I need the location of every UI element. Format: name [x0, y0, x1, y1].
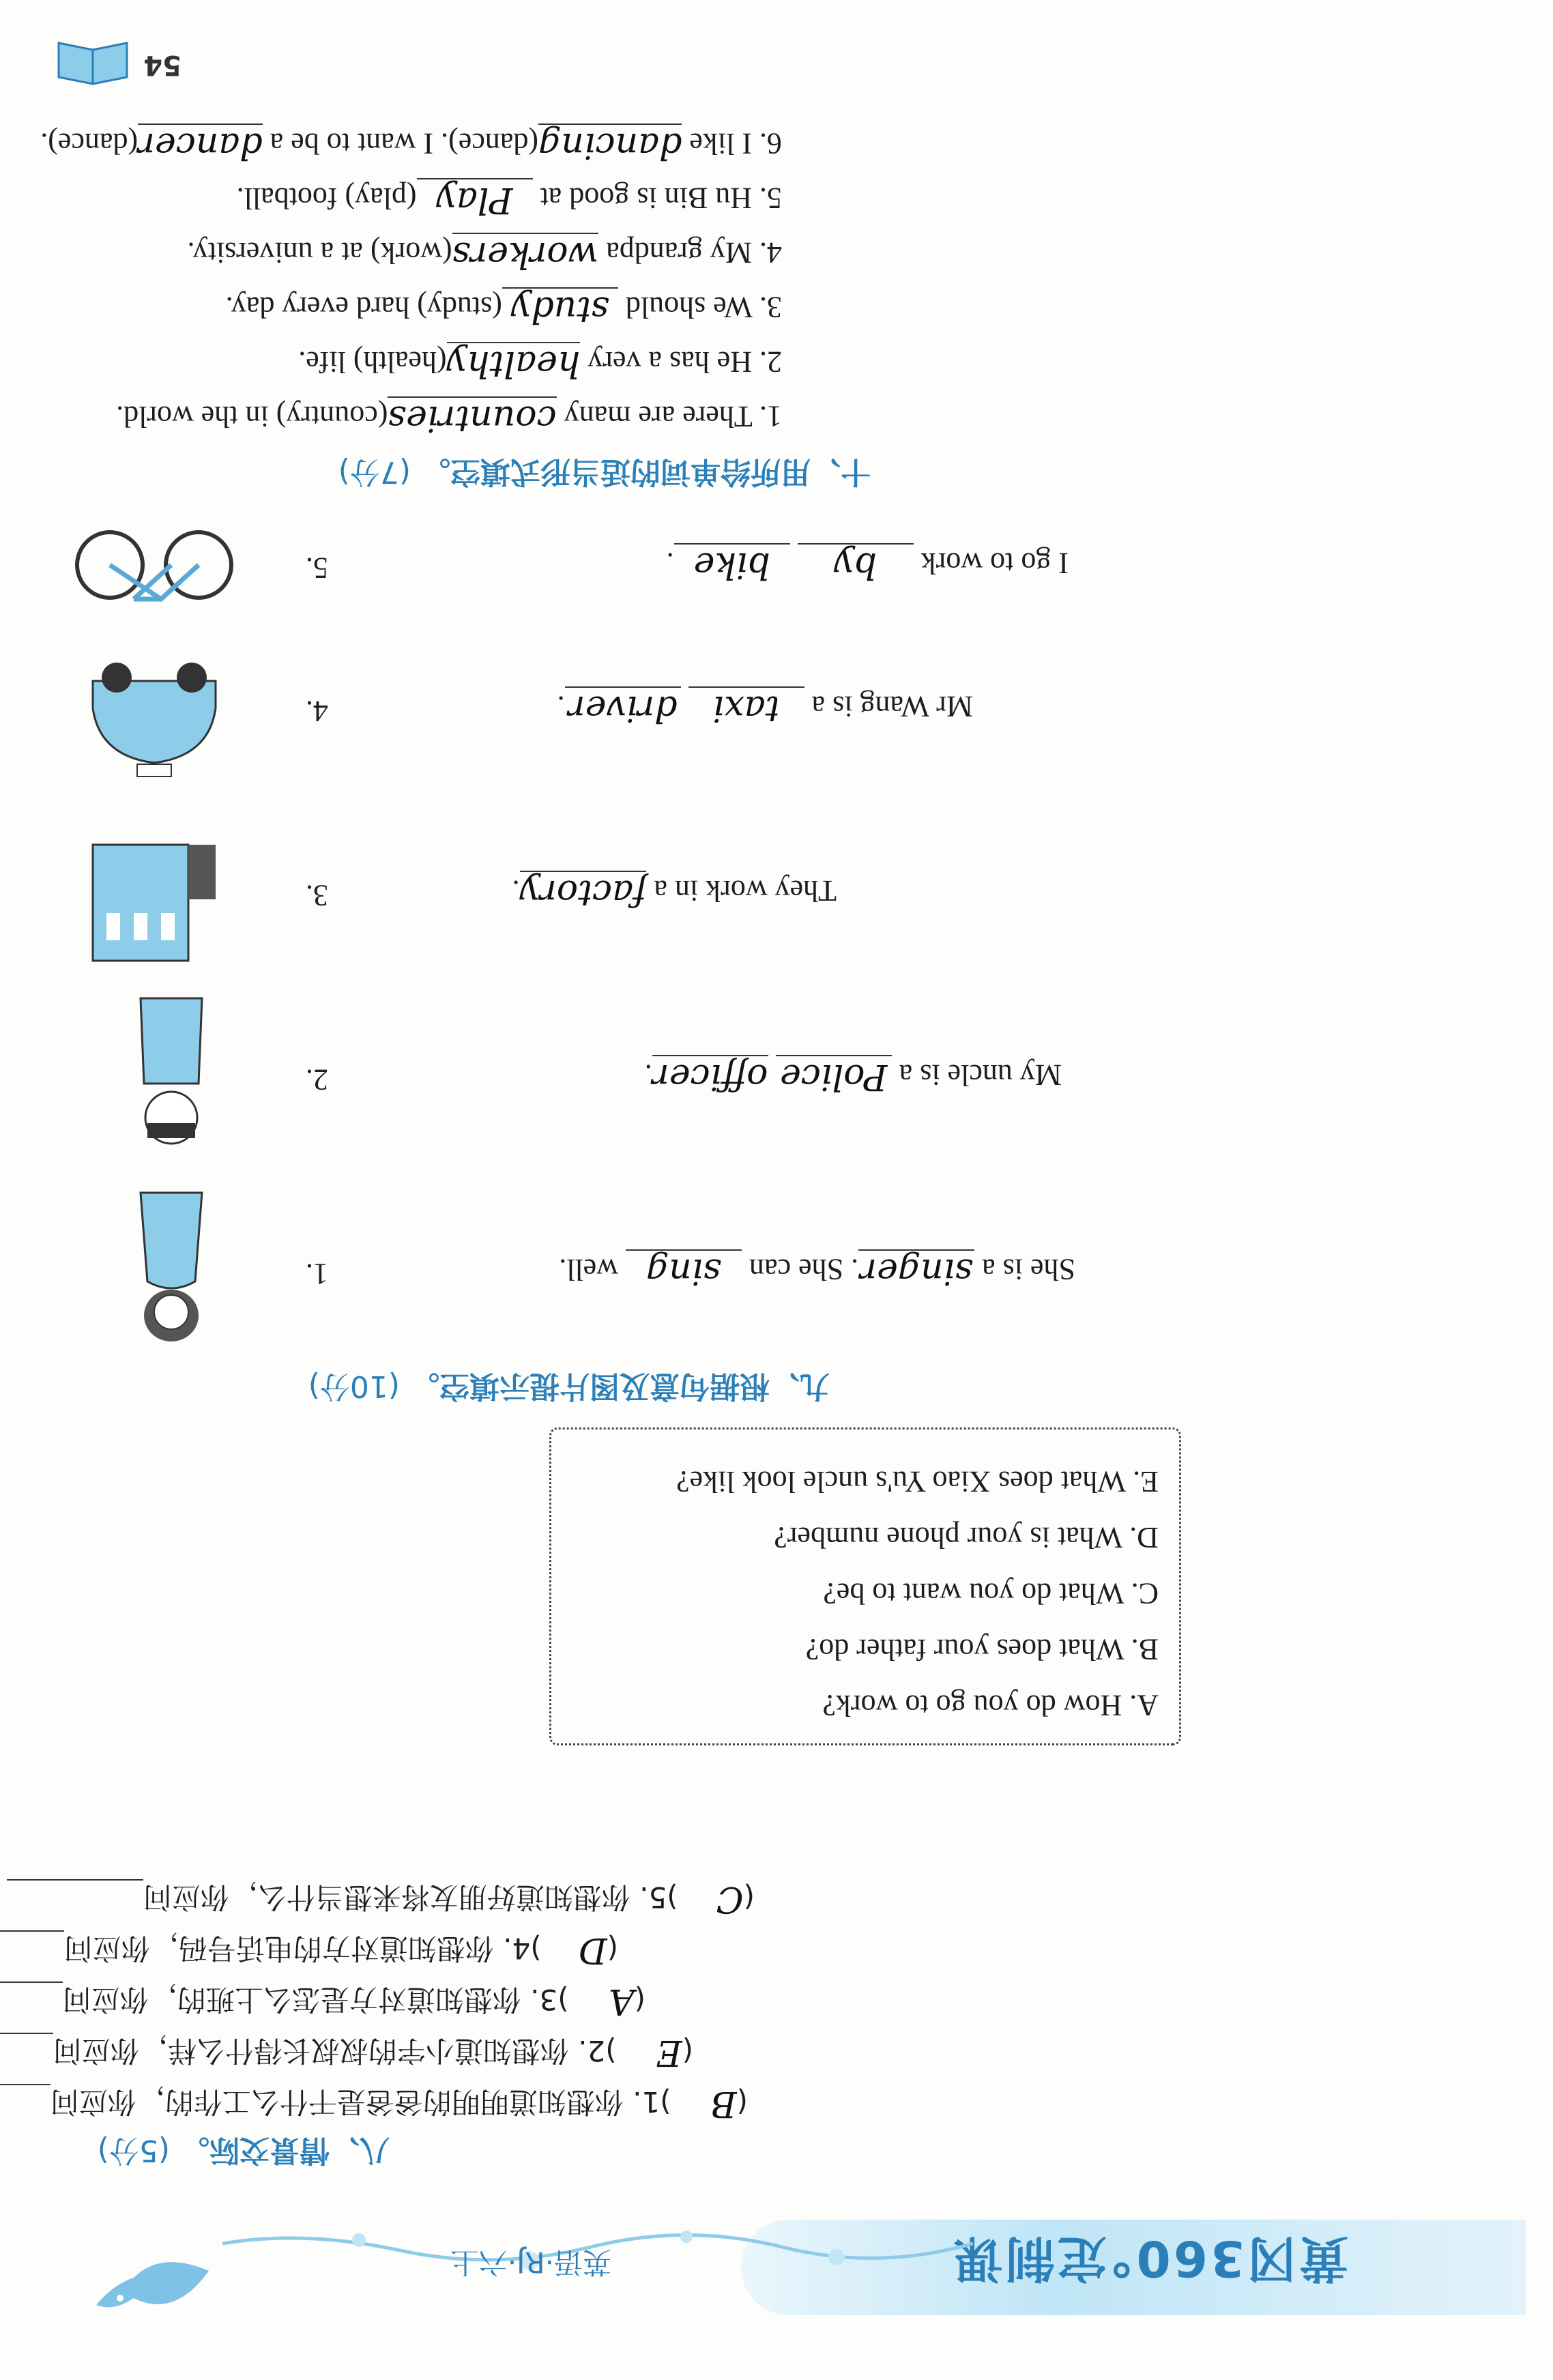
s10-blank-3[interactable]: study [502, 287, 618, 330]
s8-blank-3[interactable] [0, 1982, 63, 2016]
s9-text-5b [790, 547, 798, 580]
s8-answer-2[interactable]: E [656, 2032, 682, 2073]
section10-title-text: 十、用所给单词的适当形式填空。 [420, 454, 871, 489]
option-d: D. What is your phone number? [774, 1521, 1159, 1554]
option-b: B. What does your father do? [805, 1633, 1159, 1666]
s9-blank-4a[interactable]: taxi [688, 686, 804, 729]
s9-text-3a: They work in a [646, 874, 837, 908]
s9-sentence-3 [512, 871, 837, 913]
s10-blank-1[interactable]: countries [388, 398, 557, 439]
s9-text-2c: . [644, 1058, 652, 1092]
s9-blank-2b[interactable]: officer [652, 1056, 768, 1097]
s10-item-2 [298, 342, 782, 384]
s9-blank-5b[interactable]: bike [674, 543, 790, 585]
s9-blank-1a[interactable]: singer [858, 1249, 974, 1292]
s8-question-4: )4. 你想知道对方的电话号码，你应问 [63, 1932, 542, 1965]
s8-answer-5[interactable]: C [716, 1878, 744, 1919]
s10-after-6a: (dance). I want to be a [262, 127, 539, 160]
s9-text-4a: Mr Wang is a [804, 690, 973, 723]
s10-after-6b: (dance). [40, 127, 139, 160]
section8-title [98, 2132, 390, 2175]
s10-before-4: My grandpa [598, 236, 752, 270]
s8-item-1: (B)1. 你想知道明明的爸爸是干什么工作的，你应问 [0, 2083, 748, 2124]
s10-num-6: 6. [759, 127, 782, 160]
section8-score: (5分) [97, 2133, 170, 2168]
s9-num-1: 1. [306, 1258, 328, 1291]
s10-item-6 [40, 124, 782, 166]
section9-title-text: 九、根据句意及图片提示填空。 [409, 1369, 830, 1404]
s8-blank-1[interactable] [0, 2084, 50, 2119]
s8-question-3: )3. 你想知道对方是怎么上班的，你应问 [62, 1983, 569, 2016]
s10-after-3: (study) hard every day. [225, 291, 502, 324]
s9-num-3: 3. [306, 879, 328, 912]
s10-item-3 [226, 287, 782, 330]
s8-blank-2[interactable] [0, 2033, 53, 2067]
singer-picture [127, 1186, 216, 1343]
s8-question-5: )5. 你想知道好朋友将来想当什么，你应问 [143, 1881, 678, 1914]
s10-blank-6a[interactable]: dancing [538, 125, 682, 166]
s10-blank-6b[interactable]: dancer [138, 125, 263, 166]
options-box [549, 1427, 1181, 1745]
option-a: A. How do you go to work? [822, 1689, 1159, 1722]
s9-text-4b [681, 690, 688, 723]
header-title: 黄冈360°定制课 [950, 2230, 1348, 2287]
s10-item-1 [116, 396, 782, 439]
s9-text-5a: I go to work [913, 547, 1069, 580]
police-officer-picture [127, 995, 216, 1152]
s10-num-1: 1. [759, 400, 782, 433]
s8-answer-3[interactable]: A [609, 1981, 635, 2022]
s9-text-1c: well. [559, 1253, 626, 1286]
s9-num-5: 5. [306, 551, 328, 585]
s8-blank-5[interactable] [7, 1879, 143, 1914]
s9-blank-1b[interactable]: sing [626, 1249, 742, 1292]
s9-sentence-5 [667, 543, 1069, 585]
s10-blank-5[interactable]: Play [417, 178, 533, 220]
s9-sentence-2 [645, 1055, 1062, 1097]
taxi-picture [79, 654, 229, 783]
s10-blank-4[interactable]: workers [452, 234, 599, 275]
s10-num-3: 3. [759, 291, 782, 324]
s10-item-4 [188, 233, 782, 275]
option-c: C. What do you want to be? [823, 1577, 1159, 1610]
s8-item-3: (A)3. 你想知道对方是怎么上班的，你应问 [0, 1981, 645, 2022]
s9-text-2a: My uncle is a [891, 1058, 1062, 1092]
s10-after-2: (health) life. [298, 345, 447, 379]
factory-picture [79, 824, 216, 981]
s9-text-3b: . [512, 874, 520, 908]
s9-text-1a: She is a [974, 1253, 1075, 1286]
s10-num-5: 5. [759, 182, 782, 215]
header-subtitle: 英语·RJ·六上 [450, 2246, 611, 2279]
s9-blank-5a[interactable]: by [798, 543, 914, 585]
s10-blank-2[interactable]: healthy [446, 343, 581, 384]
option-e: E. What does Xiao Yu's uncle look like? [676, 1465, 1159, 1498]
s8-blank-4[interactable] [0, 1930, 64, 1965]
section8-title-text: 八、情景交际。 [179, 2133, 390, 2168]
s8-item-5: (C)5. 你想知道好朋友将来想当什么，你应问 [7, 1878, 755, 1919]
s10-before-5: Hu Bin is good at [532, 182, 752, 215]
s10-before-3: We should [618, 291, 753, 324]
s9-text-4c: . [557, 690, 565, 723]
s9-sentence-1 [559, 1249, 1075, 1292]
s9-text-1b: . She can [742, 1253, 859, 1286]
s10-after-5: (play) football. [236, 182, 417, 215]
s9-sentence-4 [557, 686, 973, 729]
bike-picture [72, 517, 236, 633]
s10-after-1: (country) in the world. [116, 400, 388, 433]
section10-score: (7分) [338, 454, 411, 489]
s10-num-4: 4. [759, 236, 782, 270]
s8-answer-1[interactable]: B [710, 2083, 737, 2124]
s10-item-5 [237, 178, 782, 220]
page-number: 54 [143, 49, 182, 81]
s9-text-5c: . [666, 547, 674, 580]
s10-before-1: There are many [556, 400, 753, 433]
s8-item-2: (E)2. 你想知道小宇的叔叔长得什么样，你应问 [0, 2032, 693, 2073]
s9-blank-4b[interactable]: driver [565, 686, 681, 729]
s10-before-6: I like [682, 127, 752, 160]
s8-answer-4[interactable]: D [578, 1930, 607, 1971]
s8-item-4: (D)4. 你想知道对方的电话号码，你应问 [0, 1930, 618, 1971]
s9-num-4: 4. [306, 695, 328, 728]
s9-blank-2a[interactable]: Police [776, 1055, 892, 1097]
section9-score: (10分) [308, 1369, 400, 1404]
book-icon [52, 36, 134, 91]
s8-question-2: )2. 你想知道小宇的叔叔长得什么样，你应问 [53, 2034, 617, 2067]
s9-blank-3a[interactable]: factory [519, 872, 647, 913]
section10-title [338, 453, 871, 497]
s9-text-2b [768, 1058, 776, 1092]
s10-after-4: (work) at a university. [187, 236, 452, 270]
s9-num-2: 2. [306, 1063, 328, 1097]
s10-before-2: He has a very [580, 345, 752, 379]
s10-num-2: 2. [759, 345, 782, 379]
bird-logo-icon [93, 2244, 216, 2325]
section9-title [308, 1367, 830, 1411]
s8-question-1: )1. 你想知道明明的爸爸是干什么工作的，你应问 [50, 2085, 671, 2119]
